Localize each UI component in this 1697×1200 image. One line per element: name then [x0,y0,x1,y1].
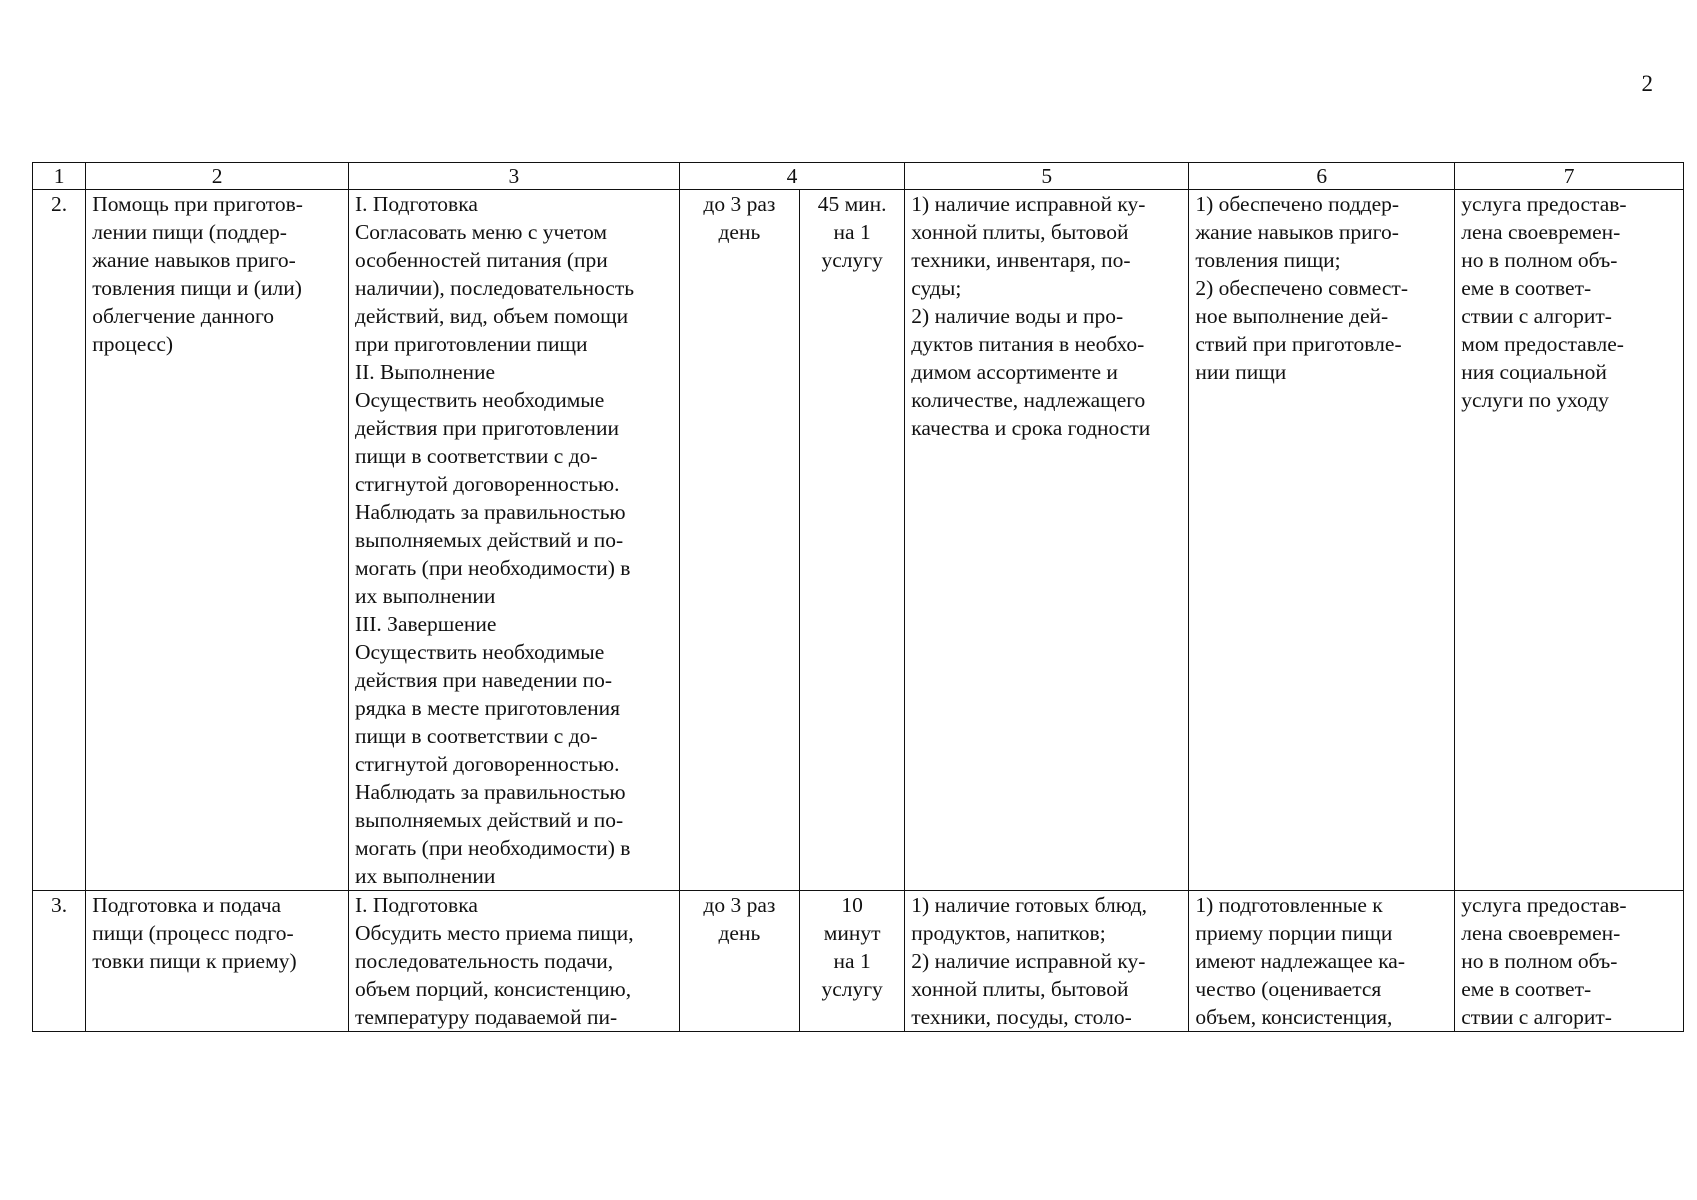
cell-line: нии пищи [1195,360,1287,384]
cell-line: рядка в месте приготовления [354,696,621,720]
cell-line: действия при приготовлении [354,416,619,440]
cell-line: но в полном объ- [1461,949,1618,973]
cell-line: их выполнении [354,864,496,888]
cell-line: 10 [841,893,863,917]
cell-line: действий, вид, объем помощи [354,304,629,328]
cell-line: выполняемых действий и по- [354,808,624,832]
service-duration [799,891,904,1032]
service-result [1189,891,1455,1032]
cell-line: товки пищи к приему) [92,949,297,973]
cell-line: лении пищи (поддер- [92,220,287,244]
cell-line: выполняемых действий и по- [354,528,624,552]
cell-line: лена своевремен- [1461,921,1621,945]
header-col-2: 2 [86,163,349,190]
service-description [348,891,679,1032]
header-col-4: 4 [679,163,905,190]
cell-line: но в полном объ- [1461,248,1618,272]
cell-line: день [718,921,761,945]
cell-line: пищи в соответствии с до- [354,724,598,748]
row-number [33,891,86,1032]
cell-line: объем порций, консистенцию, [354,977,632,1001]
header-col-7: 7 [1455,163,1684,190]
cell-line: Подготовка и подача [92,893,282,917]
service-conditions [905,891,1189,1032]
cell-line: день [718,220,761,244]
cell-line: 1) подготовленные к [1195,893,1383,917]
header-col-5: 5 [905,163,1189,190]
cell-line: могать (при необходимости) в [354,836,631,860]
service-name [86,891,349,1032]
service-duration [799,190,904,891]
cell-line: 2. [51,192,68,216]
cell-line: ное выполнение дей- [1195,304,1389,328]
cell-line: товления пищи и (или) [92,276,302,300]
cell-line: приему порции пищи [1195,921,1393,945]
header-col-6: 6 [1189,163,1455,190]
cell-line: товления пищи; [1195,248,1341,272]
cell-line: услуга предостав- [1461,893,1627,917]
cell-line: пищи (процесс подго- [92,921,294,945]
cell-line: стигнутой договоренностью. [354,752,620,776]
cell-line: дуктов питания в необхо- [911,332,1145,356]
row-number [33,190,86,891]
cell-line: I. Подготовка [354,893,478,917]
cell-line: еме в соответ- [1461,276,1592,300]
cell-line: количестве, надлежащего [911,388,1146,412]
cell-line: имеют надлежащее ка- [1195,949,1406,973]
cell-line: наличии), последовательность [354,276,635,300]
cell-line: III. Завершение [354,612,497,636]
cell-line: особенностей питания (при [354,248,608,272]
cell-line: лена своевремен- [1461,220,1621,244]
cell-line: услуги по уходу [1461,388,1609,412]
cell-line: жание навыков приго- [1195,220,1399,244]
cell-line: их выполнении [354,584,496,608]
cell-line: хонной плиты, бытовой [911,220,1129,244]
cell-line: 45 мин. [817,192,887,216]
services-table [32,162,1684,1032]
cell-line: 2) наличие воды и про- [911,304,1124,328]
cell-line: до 3 раз [703,893,776,917]
service-name [86,190,349,891]
cell-line: хонной плиты, бытовой [911,977,1129,1001]
cell-line: ствии с алгорит- [1461,1005,1612,1029]
cell-line: жание навыков приго- [92,248,296,272]
cell-line: облегчение данного [92,304,274,328]
cell-line: могать (при необходимости) в [354,556,631,580]
header-col-1: 1 [33,163,86,190]
header-row [33,163,1684,190]
cell-line: Наблюдать за правильностью [354,500,626,524]
cell-line: до 3 раз [703,192,776,216]
cell-line: стигнутой договоренностью. [354,472,620,496]
cell-line: еме в соответ- [1461,977,1592,1001]
cell-line: на 1 [833,220,871,244]
cell-line: 3. [51,893,68,917]
page-number: 2 [1641,71,1653,96]
cell-line: II. Выполнение [354,360,496,384]
cell-line: процесс) [92,332,174,356]
cell-line: температуру подаваемой пи- [354,1005,618,1029]
cell-line: ствий при приготовле- [1195,332,1402,356]
cell-line: 2) обеспечено совмест- [1195,276,1408,300]
cell-line: техники, посуды, столо- [911,1005,1132,1029]
cell-line: действия при наведении по- [354,668,613,692]
cell-line: продуктов, напитков; [911,921,1106,945]
service-description [348,190,679,891]
cell-line: пищи в соответствии с до- [354,444,598,468]
cell-line: 2) наличие исправной ку- [911,949,1146,973]
cell-line: техники, инвентаря, по- [911,248,1131,272]
cell-line: Наблюдать за правильностью [354,780,626,804]
cell-line: объем, консистенция, [1195,1005,1393,1029]
cell-line: услуга предостав- [1461,192,1627,216]
cell-line: минут [823,921,881,945]
cell-line: димом ассортименте и [911,360,1118,384]
cell-line: чество (оценивается [1195,977,1382,1001]
cell-line: Осуществить необходимые [354,640,605,664]
service-frequency [679,891,799,1032]
service-evaluation [1455,190,1684,891]
service-frequency [679,190,799,891]
cell-line: последовательность подачи, [354,949,614,973]
cell-line: Осуществить необходимые [354,388,605,412]
cell-line: услугу [821,248,883,272]
table-row [33,190,1684,891]
cell-line: при приготовлении пищи [354,332,588,356]
cell-line: качества и срока годности [911,416,1151,440]
cell-line: Обсудить место приема пищи, [354,921,634,945]
table-row [33,891,1684,1032]
cell-line: 1) наличие исправной ку- [911,192,1146,216]
service-conditions [905,190,1189,891]
cell-line: Помощь при приготов- [92,192,303,216]
cell-line: ствии с алгорит- [1461,304,1612,328]
cell-line: 1) наличие готовых блюд, [911,893,1148,917]
cell-line: 1) обеспечено поддер- [1195,192,1400,216]
service-result [1189,190,1455,891]
cell-line: суды; [911,276,962,300]
service-evaluation [1455,891,1684,1032]
header-col-3: 3 [348,163,679,190]
cell-line: услугу [821,977,883,1001]
cell-line: ния социальной [1461,360,1607,384]
cell-line: Согласовать меню с учетом [354,220,607,244]
cell-line: на 1 [833,949,871,973]
cell-line: мом предоставле- [1461,332,1624,356]
cell-line: I. Подготовка [354,192,478,216]
